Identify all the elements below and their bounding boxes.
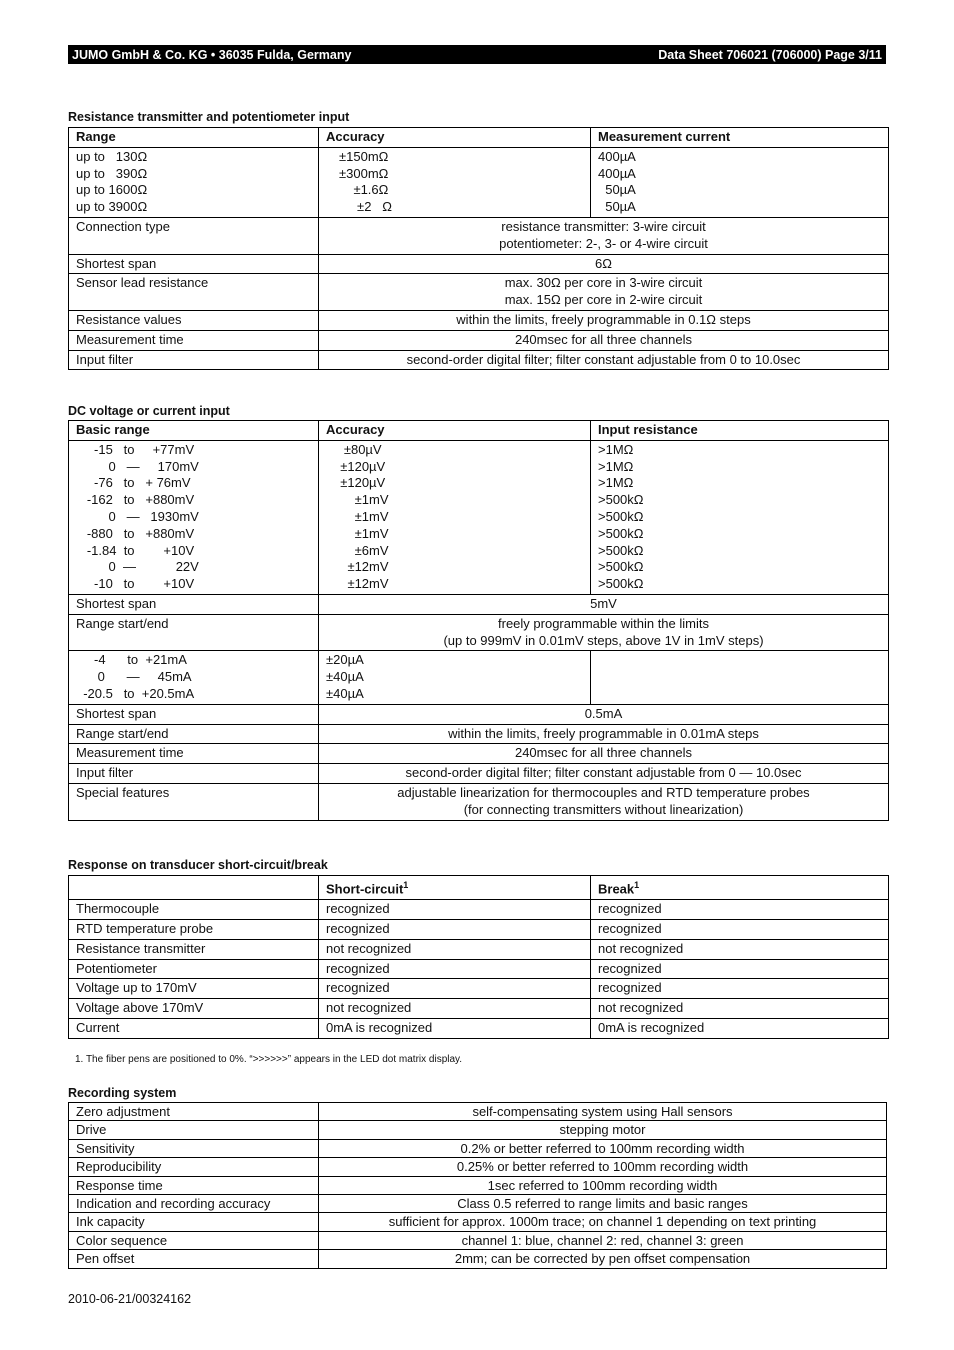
cell-line: potentiometer: 2-, 3- or 4-wire circuit xyxy=(499,235,708,251)
table-row xyxy=(69,1231,887,1249)
row-label: Shortest span xyxy=(69,594,319,614)
cell-line: ±40µA xyxy=(326,669,364,685)
table-row xyxy=(69,310,889,330)
row-label: Connection type xyxy=(69,217,319,254)
cell-line: ±120µV xyxy=(333,458,386,474)
cell-line: up to 1600Ω xyxy=(76,182,148,198)
cell-line: up to 3900Ω xyxy=(76,199,148,215)
cell-line: (up to 999mV in 0.01mV steps, above 1V in 1mV steps) xyxy=(443,632,764,648)
cell-line: -162 to +880mV xyxy=(76,492,195,508)
row-value xyxy=(319,254,889,274)
cell-line: ±40µA xyxy=(326,685,364,701)
table-row xyxy=(69,274,889,311)
column-header: Input resistance xyxy=(591,421,889,441)
cell-line: >500kΩ xyxy=(598,525,644,541)
cell-line: resistance transmitter: 3-wire circuit xyxy=(501,218,706,234)
cell-line: -20.5 to +20.5mA xyxy=(76,685,195,701)
resistance-section-title: Resistance transmitter and potentiometer input xyxy=(68,110,350,124)
table-row xyxy=(69,1121,887,1139)
row-label: Input filter xyxy=(69,350,319,370)
cell-line: >500kΩ xyxy=(598,542,644,558)
footnote-marker: 1 xyxy=(634,880,640,890)
cell-line: 0.5mA xyxy=(584,705,623,721)
row-label: Range start/end xyxy=(69,724,319,744)
cell-line: ±1mV xyxy=(333,508,389,524)
column-header: Range xyxy=(69,128,319,148)
row-label: Shortest span xyxy=(69,704,319,724)
current-list xyxy=(591,147,889,217)
footnote: 1. The fiber pens are positioned to 0%. “>>>>>>” appears in the LED dot matrix display. xyxy=(75,1054,463,1065)
cell-line: 0 — 1930mV xyxy=(76,508,199,524)
row-value: recognized xyxy=(319,979,591,999)
cell-line: 400µA xyxy=(598,148,636,164)
row-value: sufficient for approx. 1000m trace; on channel 1 depending on text printing xyxy=(319,1213,887,1231)
cell-line: 6Ω xyxy=(595,255,612,271)
cell-line: 0 — 45mA xyxy=(76,669,192,685)
row-value xyxy=(319,744,889,764)
cell-line: 0 — 170mV xyxy=(76,458,199,474)
cell-line: -880 to +880mV xyxy=(76,525,195,541)
cell-line: ±20µA xyxy=(326,652,364,668)
table-header-row xyxy=(69,421,889,441)
cell-line: >500kΩ xyxy=(598,492,644,508)
column-header: Basic range xyxy=(69,421,319,441)
row-value: recognized xyxy=(591,919,889,939)
cell-line: >500kΩ xyxy=(598,559,644,575)
cell-line: -15 to +77mV xyxy=(76,441,195,457)
cell-line: ±1mV xyxy=(333,492,389,508)
cell-line: second-order digital filter; filter constant adjustable from 0 to 10.0sec xyxy=(406,351,801,367)
input-resistance-list xyxy=(591,440,889,594)
cell-line: ±1mV xyxy=(333,525,389,541)
row-value: recognized xyxy=(319,919,591,939)
row-label: Color sequence xyxy=(69,1231,319,1249)
row-value: self-compensating system using Hall sensors xyxy=(319,1103,887,1121)
row-value: 0mA is recognized xyxy=(319,1018,591,1038)
row-label: Range start/end xyxy=(69,614,319,651)
row-label: Shortest span xyxy=(69,254,319,274)
row-value xyxy=(319,614,889,651)
column-header: Accuracy xyxy=(319,421,591,441)
table-row xyxy=(69,999,889,1019)
row-value xyxy=(319,310,889,330)
row-value: recognized xyxy=(591,959,889,979)
cell-line: ±1.6Ω xyxy=(339,182,389,198)
row-value xyxy=(319,724,889,744)
row-value xyxy=(319,764,889,784)
cell-line: >1MΩ xyxy=(598,475,634,491)
cell-line: freely programmable within the limits xyxy=(498,615,709,631)
empty-cell xyxy=(591,651,889,704)
cell-line: within the limits, freely programmable in 0.01mA steps xyxy=(448,725,759,741)
row-label: Current xyxy=(69,1018,319,1038)
row-value xyxy=(319,704,889,724)
row-value xyxy=(319,350,889,370)
row-label: Sensitivity xyxy=(69,1139,319,1157)
cell-line: max. 15Ω per core in 2-wire circuit xyxy=(504,292,703,308)
row-value: channel 1: blue, channel 2: red, channel 3: green xyxy=(319,1231,887,1249)
dc-section-title: DC voltage or current input xyxy=(68,404,230,418)
table-row xyxy=(69,1139,887,1157)
row-label: Input filter xyxy=(69,764,319,784)
cell-line: 240msec for all three channels xyxy=(514,331,693,347)
table-row xyxy=(69,350,889,370)
cell-line: >1MΩ xyxy=(598,441,634,457)
datasheet-page-info: Data Sheet 706021 (706000) Page 3/11 xyxy=(658,47,882,62)
table-row xyxy=(69,979,889,999)
cell-line: -1.84 to +10V xyxy=(76,542,195,558)
table-row xyxy=(69,744,889,764)
cell-line: max. 30Ω per core in 3-wire circuit xyxy=(504,275,703,291)
table-row xyxy=(69,1018,889,1038)
cell-line: ±12mV xyxy=(333,559,389,575)
column-header xyxy=(69,876,319,900)
table-row xyxy=(69,330,889,350)
voltage-range-list xyxy=(69,440,319,594)
row-value xyxy=(319,783,889,820)
table-row xyxy=(69,1195,887,1213)
row-value: not recognized xyxy=(319,999,591,1019)
cell-line: second-order digital filter; filter constant adjustable from 0 — 10.0sec xyxy=(405,765,802,781)
resistance-table xyxy=(68,127,889,370)
row-label: Thermocouple xyxy=(69,900,319,920)
row-label: Measurement time xyxy=(69,744,319,764)
footnote-marker: 1 xyxy=(403,880,409,890)
row-value xyxy=(319,594,889,614)
table-row xyxy=(69,614,889,651)
column-header: Break$^1$ xyxy=(591,876,889,900)
cell-line: 5mV xyxy=(590,595,617,611)
row-value: recognized xyxy=(591,979,889,999)
cell-line: 240msec for all three channels xyxy=(514,745,693,761)
voltage-range-row xyxy=(69,440,889,594)
company-info: JUMO GmbH & Co. KG • 36035 Fulda, Germany xyxy=(72,47,352,62)
column-header: Short-circuit$^1$ xyxy=(319,876,591,900)
cell-line: >1MΩ xyxy=(598,458,634,474)
row-value xyxy=(319,217,889,254)
cell-line: 50µA xyxy=(598,182,636,198)
row-label: Voltage up to 170mV xyxy=(69,979,319,999)
table-row xyxy=(69,764,889,784)
accuracy-list xyxy=(319,147,591,217)
table-row xyxy=(69,724,889,744)
dc-table xyxy=(68,420,889,821)
footer-date-code: 2010-06-21/00324162 xyxy=(68,1292,192,1306)
row-value: recognized xyxy=(319,959,591,979)
table-row xyxy=(69,1213,887,1231)
table-row xyxy=(69,704,889,724)
row-value: not recognized xyxy=(319,939,591,959)
cell-line: -10 to +10V xyxy=(76,576,195,592)
row-value xyxy=(319,274,889,311)
row-label: Pen offset xyxy=(69,1250,319,1268)
row-value: 0.25% or better referred to 100mm recording width xyxy=(319,1158,887,1176)
row-value: recognized xyxy=(591,900,889,920)
row-label: Zero adjustment xyxy=(69,1103,319,1121)
row-label: Ink capacity xyxy=(69,1213,319,1231)
cell-line: up to 390Ω xyxy=(76,165,148,181)
row-value: 0mA is recognized xyxy=(591,1018,889,1038)
row-value: 0.2% or better referred to 100mm recording width xyxy=(319,1139,887,1157)
current-accuracy-list xyxy=(319,651,591,704)
row-value: recognized xyxy=(319,900,591,920)
row-label: Reproducibility xyxy=(69,1158,319,1176)
row-label: Response time xyxy=(69,1176,319,1194)
cell-line: 400µA xyxy=(598,165,636,181)
cell-line: up to 130Ω xyxy=(76,148,148,164)
table-row xyxy=(69,594,889,614)
row-label: Resistance values xyxy=(69,310,319,330)
row-value: not recognized xyxy=(591,939,889,959)
table-row xyxy=(69,919,889,939)
row-label: Drive xyxy=(69,1121,319,1139)
table-row xyxy=(69,1176,887,1194)
cell-line: ±80µV xyxy=(333,441,382,457)
table-header-row xyxy=(69,128,889,148)
table-row xyxy=(69,1250,887,1268)
table-row xyxy=(69,900,889,920)
table-row xyxy=(69,939,889,959)
current-range-list xyxy=(69,651,319,704)
cell-line: 50µA xyxy=(598,199,636,215)
cell-line: ±12mV xyxy=(333,576,389,592)
row-label: Voltage above 170mV xyxy=(69,999,319,1019)
voltage-accuracy-list xyxy=(319,440,591,594)
page-header xyxy=(68,45,886,64)
response-table xyxy=(68,875,889,1039)
table-row xyxy=(69,1158,887,1176)
cell-line: ±120µV xyxy=(333,475,386,491)
row-label: Indication and recording accuracy xyxy=(69,1195,319,1213)
table-row xyxy=(69,217,889,254)
cell-line: ±6mV xyxy=(333,542,389,558)
table-row xyxy=(69,783,889,820)
row-value: stepping motor xyxy=(319,1121,887,1139)
table-row xyxy=(69,254,889,274)
cell-line: ±300mΩ xyxy=(339,165,389,181)
cell-line: >500kΩ xyxy=(598,508,644,524)
row-label: RTD temperature probe xyxy=(69,919,319,939)
row-value: 2mm; can be corrected by pen offset compensation xyxy=(319,1250,887,1268)
cell-line: (for connecting transmitters without linearization) xyxy=(463,801,744,817)
range-list xyxy=(69,147,319,217)
row-value: not recognized xyxy=(591,999,889,1019)
cell-line: 0 — 22V xyxy=(76,559,199,575)
row-label: Measurement time xyxy=(69,330,319,350)
row-label: Special features xyxy=(69,783,319,820)
cell-line: -4 to +21mA xyxy=(76,652,187,668)
cell-line: -76 to + 76mV xyxy=(76,475,191,491)
row-label: Sensor lead resistance xyxy=(69,274,319,311)
column-header: Measurement current xyxy=(591,128,889,148)
cell-line: ±150mΩ xyxy=(339,148,389,164)
column-header: Accuracy xyxy=(319,128,591,148)
cell-line: >500kΩ xyxy=(598,576,644,592)
current-range-row xyxy=(69,651,889,704)
row-label: Resistance transmitter xyxy=(69,939,319,959)
cell-line: ±2 Ω xyxy=(339,199,392,215)
table-row xyxy=(69,959,889,979)
recording-table xyxy=(68,1102,887,1269)
row-value: Class 0.5 referred to range limits and basic ranges xyxy=(319,1195,887,1213)
cell-line: within the limits, freely programmable in 0.1Ω steps xyxy=(456,311,751,327)
recording-section-title: Recording system xyxy=(68,1086,177,1100)
range-values-row xyxy=(69,147,889,217)
row-label: Potentiometer xyxy=(69,959,319,979)
table-header-row xyxy=(69,876,889,900)
cell-line: adjustable linearization for thermocouples and RTD temperature probes xyxy=(397,784,810,800)
table-row xyxy=(69,1103,887,1121)
response-section-title: Response on transducer short-circuit/break xyxy=(68,858,328,872)
row-value: 1sec referred to 100mm recording width xyxy=(319,1176,887,1194)
row-value xyxy=(319,330,889,350)
